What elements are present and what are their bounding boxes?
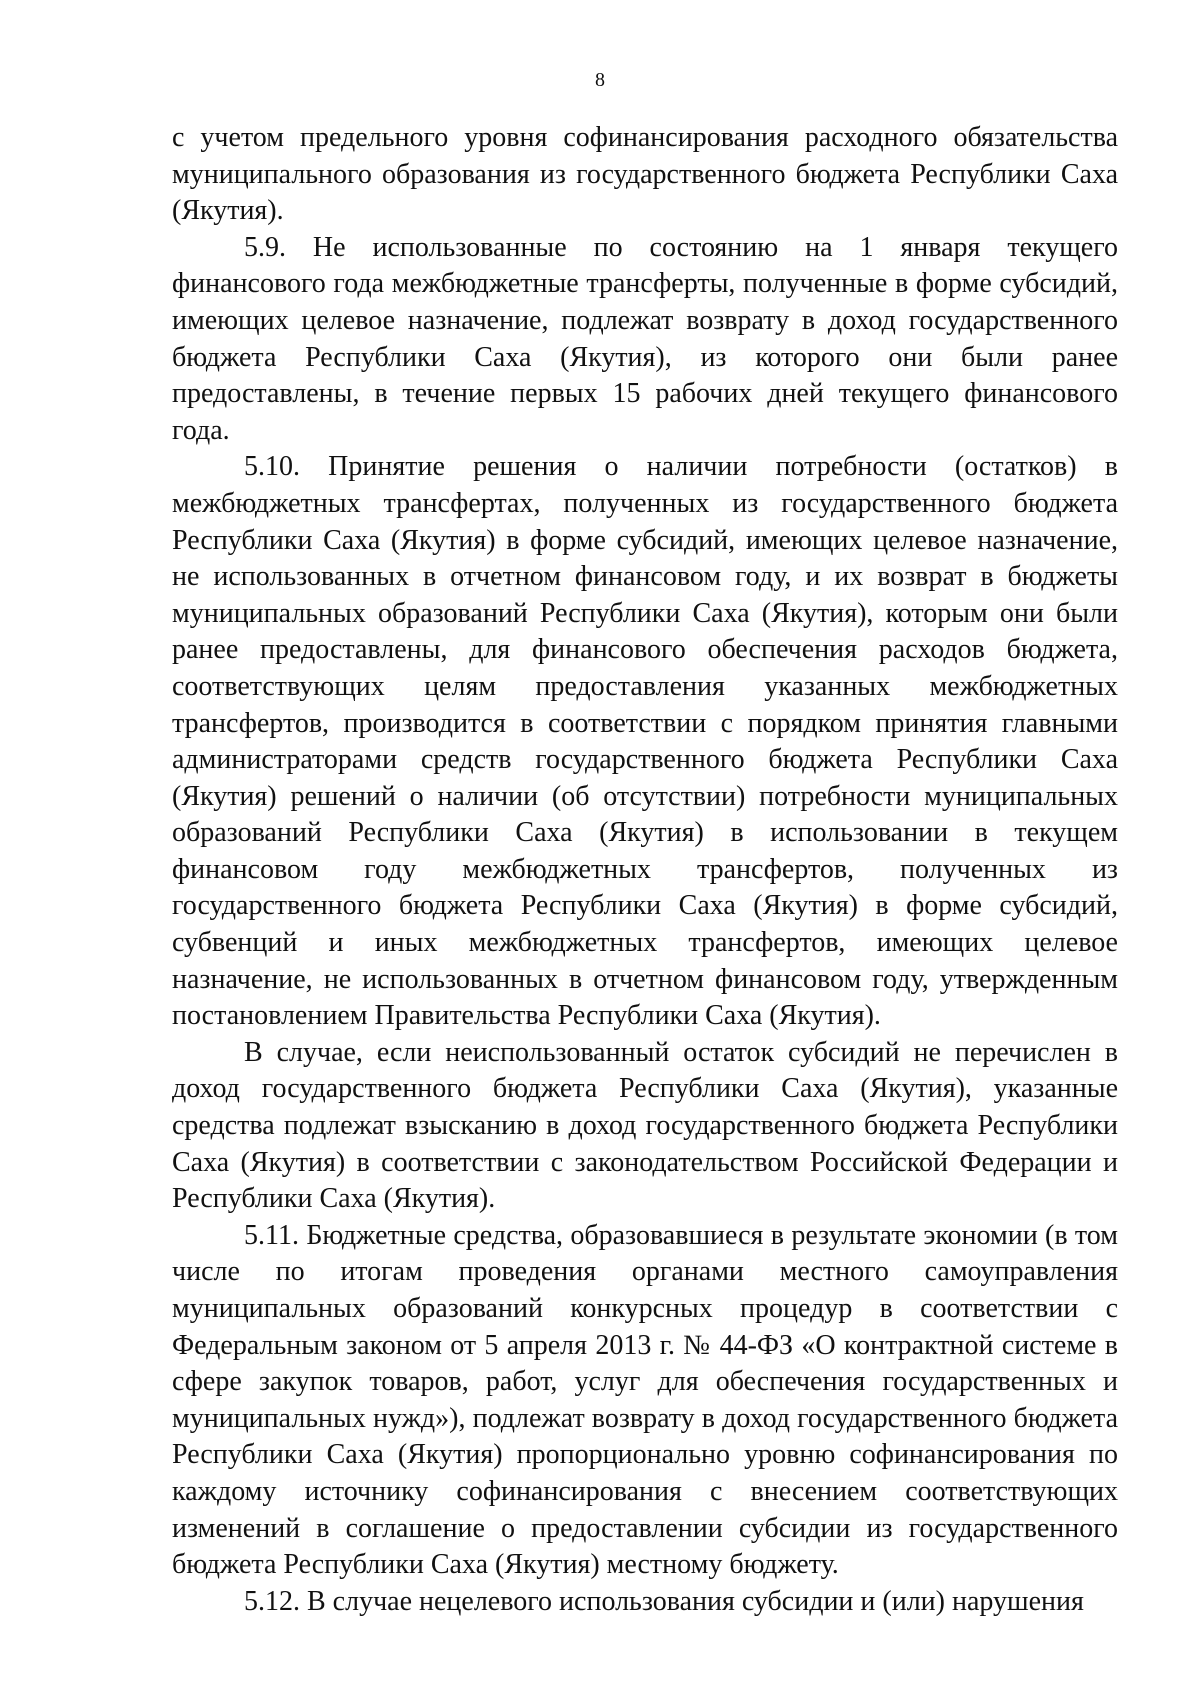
paragraph-unspent-balance: В случае, если неиспользованный остаток субсидий не перечислен в доход государственного бюджета Республики Саха (Якутия), указанные средства подлежат взысканию в доход государственного бюджета Республики Саха (Якутия) в соответствии с законодательством Российской Федерации и Республики Саха (Якутия).: [172, 1036, 1118, 1215]
paragraph-5-9: 5.9. Не использованные по состоянию на 1 января текущего финансового года межбюджетные трансферты, полученные в форме субсидий, имеющих целевое назначение, подлежат возврату в доход государственного бюджета Республики Саха (Якутия), из которого они были ранее предоставлены, в течение первых 15 рабочих дней текущего финансового года.: [172, 231, 1118, 446]
paragraph-5-10: 5.10. Принятие решения о наличии потребности (остатков) в межбюджетных трансфертах, полученных из государственного бюджета Республики Саха (Якутия) в форме субсидий, имеющих целевое назначение, не использованных в отчетном финансовом году, и их возврат в бюджеты муниципальных образований Республики Саха (Якутия), которым они были ранее предоставлены, для финансового обеспечения расходов бюджета, соответствующих целям предоставления указанных межбюджетных трансфертов, производится в соответствии с порядком принятия главными администраторами средств государственного бюджета Республики Саха (Якутия) решений о наличии (об отсутствии) потребности муниципальных образований Республики Саха (Якутия) в использовании в текущем финансовом году межбюджетных трансфертов, полученных из государственного бюджета Республики Саха (Якутия) в форме субсидий, субвенций и иных межбюджетных трансфертов, имеющих целевое назначение, не использованных в отчетном финансовом году, утвержденным постановлением Правительства Республики Саха (Якутия).: [172, 451, 1118, 1032]
page-number: 8: [595, 69, 605, 91]
paragraph-5-12: 5.12. В случае нецелевого использования субсидии и (или) нарушения: [244, 1585, 1084, 1617]
document-body: [172, 120, 1118, 1620]
paragraph-5-11: 5.11. Бюджетные средства, образовавшиеся в результате экономии (в том числе по итогам проведения органами местного самоуправления муниципальных образований конкурсных процедур в соответствии с Федеральным законом от 5 апреля 2013 г. № 44-ФЗ «О контрактной системе в сфере закупок товаров, работ, услуг для обеспечения государственных и муниципальных нужд»), подлежат возврату в доход государственного бюджета Республики Саха (Якутия) пропорционально уровню софинансирования по каждому источнику софинансирования с внесением соответствующих изменений в соглашение о предоставлении субсидии из государственного бюджета Республики Саха (Якутия) местному бюджету.: [172, 1219, 1118, 1581]
paragraph-continuation: с учетом предельного уровня софинансирования расходного обязательства муниципального образования из государственного бюджета Республики Саха (Якутия).: [172, 122, 1118, 227]
